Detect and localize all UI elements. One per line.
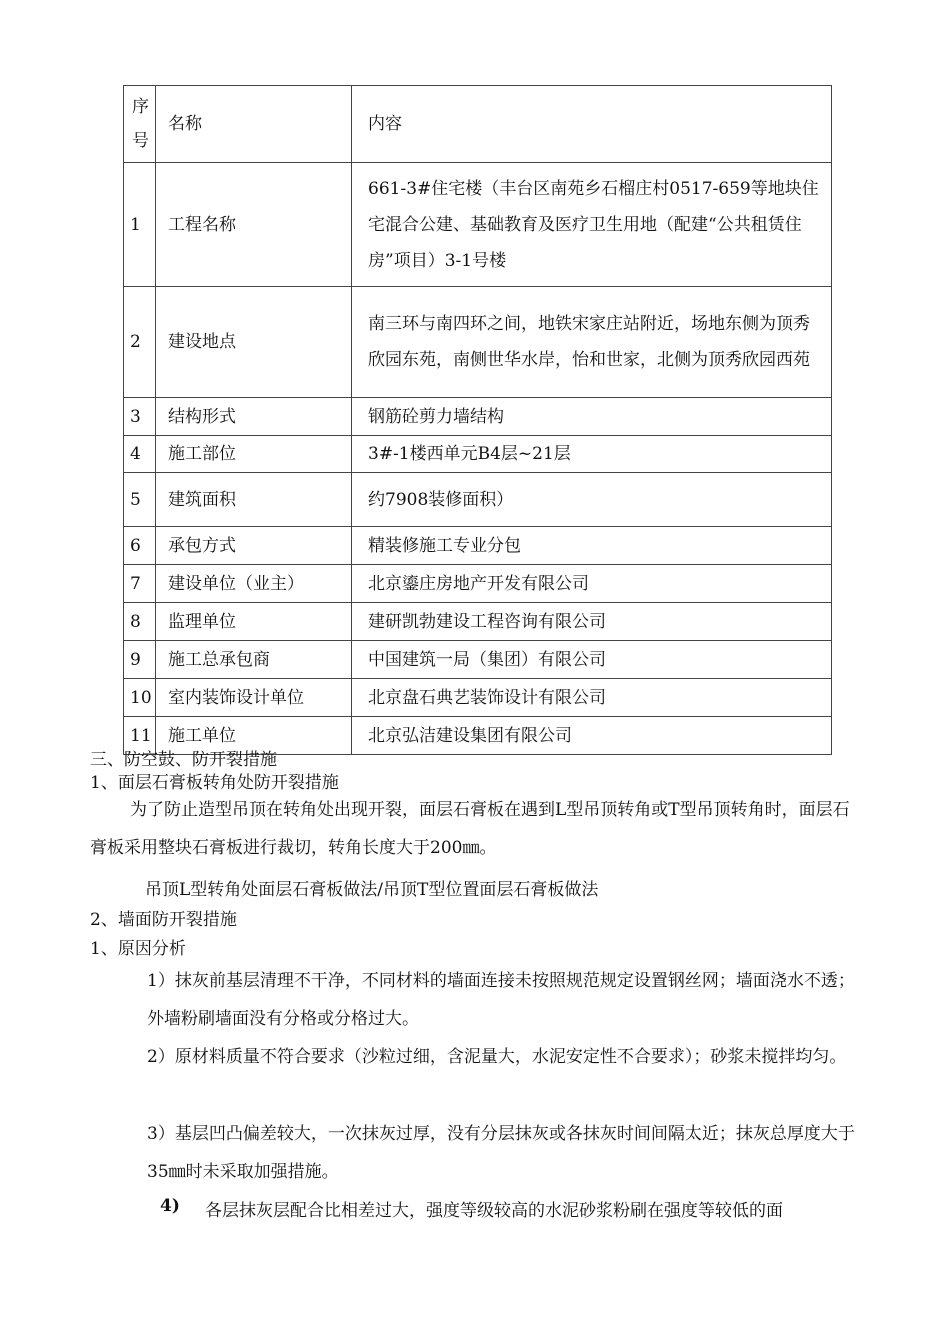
row-name: 室内装饰设计单位	[156, 679, 352, 717]
subsection-heading: 1、面层石膏板转角处防开裂措施	[90, 773, 339, 793]
row-name: 承包方式	[156, 527, 352, 565]
list-item-number: 4)	[160, 1196, 180, 1216]
table-row	[124, 287, 832, 398]
row-content: 3#-1楼西单元B4层~21层	[352, 436, 832, 473]
header-name: 名称	[156, 86, 352, 163]
row-name: 施工总承包商	[156, 641, 352, 679]
row-content: 661-3#住宅楼（丰台区南苑乡石榴庄村0517-659等地块住宅混合公建、基础教育及医疗卫生用地（配建“公共租赁住房”项目）3-1号楼	[352, 163, 832, 287]
list-item: 3）基层凹凸偏差较大，一次抹灰过厚，没有分层抹灰或各抹灰时间间隔太近；抹灰总厚度大于35㎜时未采取加强措施。	[147, 1124, 855, 1182]
table-row	[124, 679, 832, 717]
list-item: 1）抹灰前基层清理不干净，不同材料的墙面连接未按照规范规定设置钢丝网；墙面浇水不透；外墙粉刷墙面没有分格或分格过大。	[147, 971, 855, 1029]
row-name: 施工部位	[156, 436, 352, 473]
row-content: 北京鎏庄房地产开发有限公司	[352, 565, 832, 603]
row-content: 中国建筑一局（集团）有限公司	[352, 641, 832, 679]
table-row	[124, 436, 832, 473]
row-name: 结构形式	[156, 398, 352, 436]
row-num: 4	[124, 436, 156, 473]
row-name: 建筑面积	[156, 473, 352, 527]
row-content: 精装修施工专业分包	[352, 527, 832, 565]
row-num: 11	[124, 717, 156, 755]
table-header-row	[124, 86, 832, 163]
header-num	[124, 86, 156, 163]
row-num: 5	[124, 473, 156, 527]
row-num: 2	[124, 287, 156, 398]
row-name: 工程名称	[156, 163, 352, 287]
row-content: 北京弘洁建设集团有限公司	[352, 717, 832, 755]
list-item-text: 各层抹灰层配合比相差过大，强度等级较高的水泥砂浆粉刷在强度等较低的面	[205, 1201, 783, 1221]
row-name: 施工单位	[156, 717, 352, 755]
row-content: 南三环与南四环之间，地铁宋家庄站附近，场地东侧为顶秀欣园东苑，南侧世华水岸，怡和世家，北侧为顶秀欣园西苑	[352, 287, 832, 398]
table-row	[124, 603, 832, 641]
row-content: 钢筋砼剪力墙结构	[352, 398, 832, 436]
row-name: 建设地点	[156, 287, 352, 398]
row-content: 约7908装修面积）	[352, 473, 832, 527]
row-content: 北京盘石典艺装饰设计有限公司	[352, 679, 832, 717]
project-info-table	[123, 85, 832, 755]
subsection-heading: 2、墙面防开裂措施	[90, 910, 237, 930]
row-name: 监理单位	[156, 603, 352, 641]
row-num: 8	[124, 603, 156, 641]
table-row	[124, 565, 832, 603]
row-num: 9	[124, 641, 156, 679]
list-item: 2）原材料质量不符合要求（沙粒过细，含泥量大，水泥安定性不合要求）；砂浆未搅拌均匀。	[147, 1047, 847, 1067]
subsection-heading: 1、原因分析	[90, 939, 186, 959]
row-num: 7	[124, 565, 156, 603]
table-row	[124, 163, 832, 287]
table-row	[124, 473, 832, 527]
paragraph: 为了防止造型吊顶在转角处出现开裂，面层石膏板在遇到L型吊顶转角或T型吊顶转角时，面层石膏板采用整块石膏板进行裁切，转角长度大于200㎜。	[90, 800, 850, 858]
figure-caption: 吊顶L型转角处面层石膏板做法/吊顶T型位置面层石膏板做法	[145, 880, 599, 900]
table-row	[124, 527, 832, 565]
header-content: 内容	[352, 86, 832, 163]
table-row	[124, 641, 832, 679]
row-num: 6	[124, 527, 156, 565]
row-num: 1	[124, 163, 156, 287]
row-num: 10	[124, 679, 156, 717]
section-heading: 三、防空鼓、防开裂措施	[90, 750, 277, 770]
row-content: 建研凯勃建设工程咨询有限公司	[352, 603, 832, 641]
header-num-text: 序号	[132, 97, 149, 151]
row-num: 3	[124, 398, 156, 436]
table-row	[124, 398, 832, 436]
row-name: 建设单位（业主）	[156, 565, 352, 603]
